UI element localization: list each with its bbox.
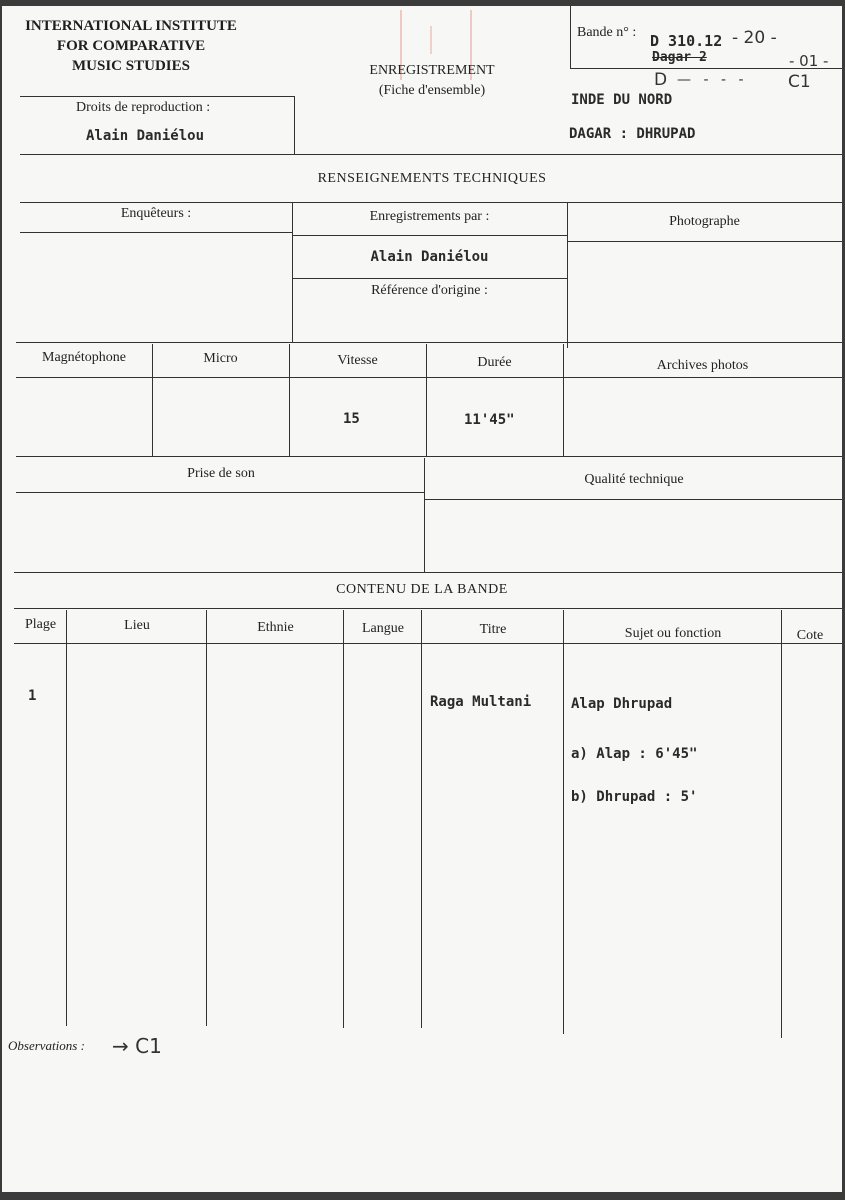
form-title-line-1: ENREGISTREMENT (369, 63, 495, 78)
bande-handwritten-01: - 01 - (789, 52, 829, 70)
divider-contenu-top (14, 572, 842, 573)
enregistrements-label: Enregistrements par : (369, 209, 490, 224)
droits-right-border (294, 96, 295, 154)
droits-label: Droits de reproduction : (76, 100, 211, 115)
col-archives-photos: Archives photos (656, 358, 749, 373)
section-contenu-heading: CONTENU DE LA BANDE (336, 582, 508, 597)
col-langue: Langue (362, 621, 404, 636)
row-1-item-b: b) Dhrupad : 5' (571, 789, 698, 805)
col-line-cote (781, 610, 782, 1038)
region-value: INDE DU NORD (571, 92, 673, 108)
col-magnetophone: Magnétophone (42, 350, 126, 365)
col-titre: Titre (479, 622, 507, 637)
col-line-ethnie (206, 610, 207, 1026)
archive-form-sheet (2, 6, 842, 1192)
institute-name (16, 16, 246, 76)
bande-handwritten-suffix: - 20 - (732, 28, 777, 48)
divider-tech-top (20, 154, 842, 155)
bande-handwritten-c1: C1 (788, 72, 811, 92)
prise-sub-line (16, 492, 424, 493)
droits-top-border (20, 96, 294, 97)
duree-value: 11'45" (464, 412, 515, 428)
col-sujet: Sujet ou fonction (624, 626, 722, 641)
row-1-item-a: a) Alap : 6'45" (571, 746, 698, 762)
stamp-mark-center (430, 26, 432, 54)
col-ethnie: Ethnie (257, 620, 294, 635)
bande-struck-text: Dagar 2 (652, 50, 707, 65)
bande-box-left-border (570, 6, 571, 68)
prise-de-son-label: Prise de son (187, 466, 255, 481)
row-1-titre: Raga Multani (430, 694, 532, 710)
section-tech-heading: RENSEIGNEMENTS TECHNIQUES (317, 171, 547, 186)
bande-number: D 310.12 (650, 32, 723, 50)
photographe-label: Photographe (669, 214, 740, 229)
form-title (342, 61, 522, 101)
row-1-sujet: Alap Dhrupad (571, 696, 673, 712)
form-title-line-2: (Fiche d'ensemble) (378, 83, 486, 98)
enreg-sub-line (292, 235, 567, 236)
vitesse-value: 15 (343, 411, 360, 427)
reference-line (292, 278, 567, 279)
divider-tech-row-header (16, 377, 842, 378)
droits-value: Alain Daniélou (86, 128, 205, 144)
qualite-label: Qualité technique (584, 472, 684, 487)
col-line-lieu (66, 610, 67, 1026)
enqueteurs-label: Enquêteurs : (120, 206, 192, 221)
col-plage: Plage (24, 617, 57, 632)
col-line-titre (421, 610, 422, 1028)
row-1-plage: 1 (28, 688, 37, 704)
col-cote: Cote (796, 628, 824, 643)
col-line-qualite (424, 458, 425, 572)
reference-label: Référence d'origine : (371, 283, 488, 298)
bande-label: Bande n° : (577, 25, 637, 40)
col-lieu: Lieu (124, 618, 150, 633)
bande-handwritten-d: D (654, 70, 668, 90)
institute-line-3: MUSIC STUDIES (72, 58, 190, 74)
photo-sub-line (567, 241, 842, 242)
enq-sub-line (20, 232, 292, 233)
institute-line-2: FOR COMPARATIVE (56, 38, 206, 54)
institute-line-1: INTERNATIONAL INSTITUTE (25, 18, 237, 34)
bande-dashes: — - - - (677, 72, 748, 88)
col-vitesse: Vitesse (337, 353, 378, 368)
col-line-enq (292, 202, 293, 342)
divider-contenu-header (14, 608, 842, 609)
divider-tech-row-top (16, 342, 842, 343)
divider-contenu-columns (14, 643, 842, 644)
divider-tech-row-bottom (16, 456, 842, 457)
observations-value: → C1 (112, 1034, 162, 1058)
genre-value: DAGAR : DHRUPAD (569, 126, 696, 142)
divider-tech-header (20, 202, 842, 203)
col-duree: Durée (477, 355, 512, 370)
col-micro: Micro (203, 351, 238, 366)
qualite-sub-line (424, 499, 842, 500)
enregistrements-value: Alain Daniélou (370, 249, 489, 265)
col-line-photo (567, 202, 568, 348)
col-line-langue (343, 610, 344, 1028)
observations-label: Observations : (8, 1038, 85, 1053)
col-line-sujet (563, 610, 564, 1034)
